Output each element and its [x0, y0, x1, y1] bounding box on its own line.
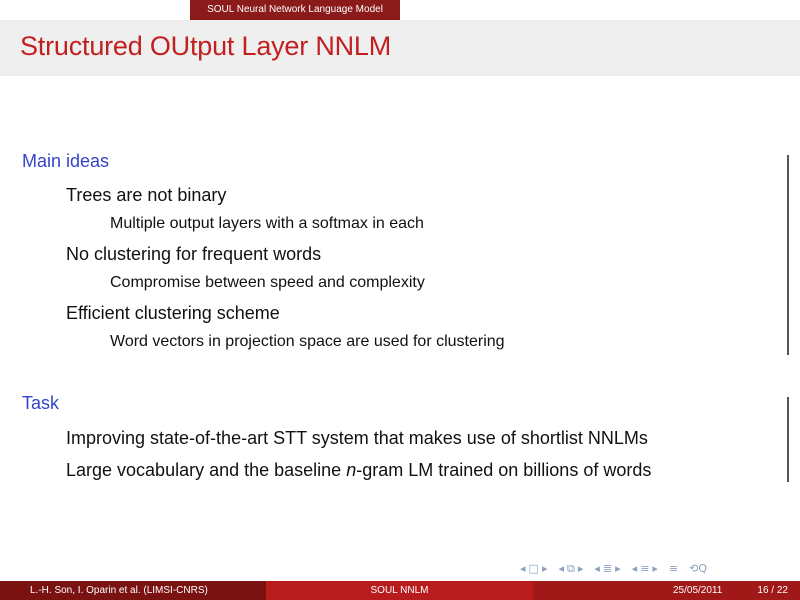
header-strip [0, 0, 800, 20]
search-icon[interactable]: ⟲Q [689, 562, 708, 575]
prev-section-icon[interactable]: ◂ [594, 562, 600, 575]
item-efficient-clustering: Efficient clustering scheme [66, 303, 280, 323]
footer-authors: L.-H. Son, I. Oparin et al. (LIMSI-CNRS) [0, 581, 266, 600]
section-icon[interactable]: ≣ [602, 562, 613, 575]
prev-slide-icon[interactable]: ◂ [631, 562, 638, 575]
prev-frame-icon[interactable]: ◂ [520, 562, 526, 575]
item-large-vocabulary-before: Large vocabulary and the baseline [66, 460, 347, 480]
beamer-navigation-bar [520, 560, 790, 578]
block-rule-task [787, 397, 789, 482]
next-subsection-icon[interactable]: ▸ [577, 562, 584, 575]
subitem-word-vectors: Word vectors in projection space are used for clustering [110, 333, 505, 350]
footer-short-title: SOUL NNLM [266, 581, 533, 600]
item-improving-stt: Improving state-of-the-art STT system that makes use of shortlist NNLMs [66, 428, 648, 448]
block-heading-main-ideas: Main ideas [22, 151, 110, 171]
item-trees-not-binary: Trees are not binary [66, 185, 227, 205]
slide-icon[interactable]: ≡ [640, 562, 650, 575]
align-icon[interactable]: ≡ [668, 562, 679, 575]
item-large-vocabulary [66, 460, 651, 481]
next-section-icon[interactable]: ▸ [615, 562, 621, 575]
item-large-vocabulary-after: -gram LM trained on billions of words [356, 460, 652, 480]
next-frame-icon[interactable]: ▸ [541, 562, 548, 575]
item-no-clustering: No clustering for frequent words [66, 244, 322, 264]
footer-right [533, 581, 800, 600]
item-large-vocabulary-n: n [346, 460, 357, 480]
footer-date: 25/05/2011 [673, 585, 723, 596]
subitem-compromise: Compromise between speed and complexity [110, 274, 425, 291]
block-heading-task: Task [22, 393, 60, 413]
footer-page-number: 16 / 22 [757, 585, 788, 596]
subsection-icon[interactable]: ⧉ [567, 562, 575, 575]
frame-title: Structured OUtput Layer NNLM [20, 31, 392, 61]
prev-subsection-icon[interactable]: ◂ [558, 562, 564, 575]
next-slide-icon[interactable]: ▸ [652, 562, 658, 575]
header-short-title: SOUL Neural Network Language Model [190, 0, 400, 20]
footer [0, 581, 800, 600]
frame-icon[interactable]: □ [528, 562, 539, 575]
block-rule-main-ideas [787, 155, 789, 355]
subitem-multiple-output-layers: Multiple output layers with a softmax in each [110, 215, 424, 232]
